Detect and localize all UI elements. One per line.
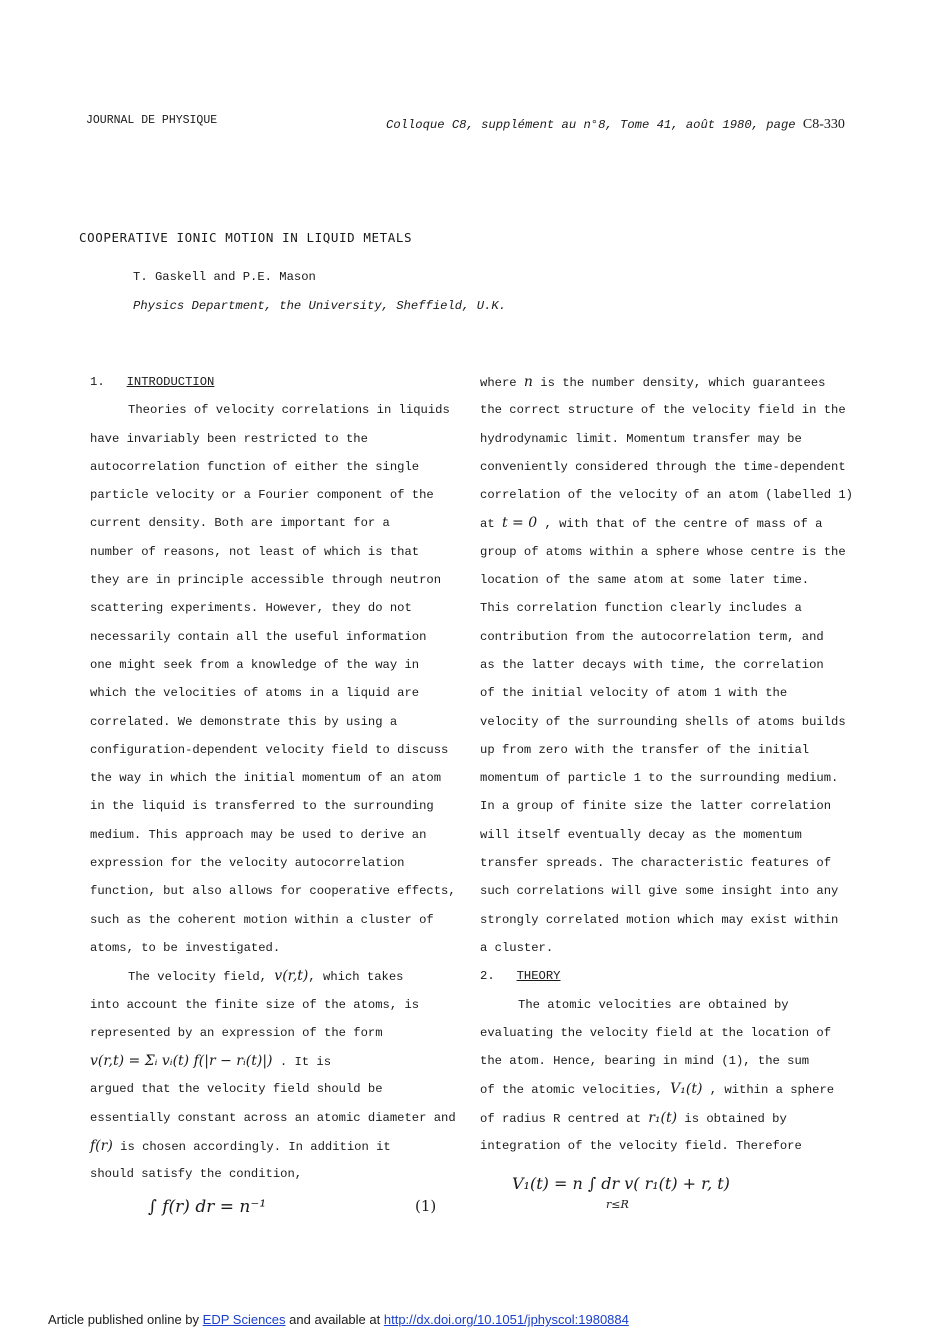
text-segment: of radius R centred at [480,1111,641,1126]
intro-line: correlated. We demonstrate this by using a [90,714,398,729]
equation-1-formula: ∫ f(r) dr = n⁻¹ [148,1196,267,1217]
body-line: such correlations will give some insight into any [480,884,839,899]
section-title: INTRODUCTION [126,375,215,389]
velocity-field-expression: v(r,t) = Σᵢ vᵢ(t) f(|r − rᵢ(t)|) [90,1053,273,1070]
body-line: In a group of finite size the latter correlation [480,799,832,814]
equation-2-formula: V₁(t) = n ∫ dr v( r₁(t) + r, t) [512,1174,730,1194]
intro-line: atoms, to be investigated. [90,940,281,955]
body-line: group of atoms within a sphere whose centre is the [480,544,846,559]
citation [386,117,845,133]
body-line: strongly correlated motion which may exist within [480,912,839,927]
intro-line: one might seek from a knowledge of the way in [90,657,420,672]
equation-2 [480,1160,845,1210]
publisher-link[interactable]: EDP Sciences [202,1312,286,1327]
intro-line: configuration-dependent velocity field to discuss [90,742,449,757]
intro-line: Theories of velocity correlations in liquids [128,403,450,418]
f-symbol: f(r) [90,1138,113,1155]
text-segment: , with that of the centre of mass of a [544,517,823,532]
body-line: hydrodynamic limit. Momentum transfer may be [480,431,802,446]
body-line: will itself eventually decay as the momentum [480,827,802,842]
intro-line: autocorrelation function of either the single [90,459,420,474]
intro-line: such as the coherent motion within a cluster of [90,912,434,927]
section-number: 1. [90,375,105,389]
journal-name: JOURNAL DE PHYSIQUE [86,114,218,127]
body-line: correlation of the velocity of an atom (labelled 1) [480,488,853,503]
expression-line [90,1047,455,1075]
equation-1-number: (1) [415,1196,437,1215]
intro-line: medium. This approach may be used to derive an [90,827,427,842]
body-line: contribution from the autocorrelation term, and [480,629,824,644]
section-number: 2. [480,969,495,984]
body-line: should satisfy the condition, [90,1167,303,1182]
right-column [480,368,853,1212]
text-segment: where [480,376,517,390]
equation-1 [90,1189,455,1229]
body-line: location of the same atom at some later time. [480,573,810,588]
body-line [90,1132,455,1160]
intro-line: the way in which the initial momentum of an atom [90,771,442,786]
affiliation: Physics Department, the University, Sheffield, U.K. [133,299,506,313]
intro-line: current density. Both are important for a [90,516,390,531]
text-segment: , within a sphere [709,1083,835,1098]
footer-prefix: Article published online by [48,1312,200,1327]
text-segment: , which takes [308,970,404,985]
body-line: velocity of the surrounding shells of atoms builds [480,714,846,729]
text-segment: is the number density, which guarantees [540,376,826,390]
r1-symbol: r₁(t) [648,1109,678,1126]
body-line: of the initial velocity of atom 1 with the [480,686,788,701]
body-line: conveniently considered through the time-dependent [480,459,846,474]
body-line: the correct structure of the velocity field in the [480,403,846,418]
text-segment: is obtained by [684,1111,787,1126]
intro-line: scattering experiments. However, they do not [90,601,412,616]
t-zero-symbol: t = 0 [501,515,538,532]
body-line: as the latter decays with time, the correlation [480,657,824,672]
body-line: This correlation function clearly includes a [480,601,802,616]
text-segment: at [480,517,495,532]
velocity-field-symbol: v(r,t) [274,968,309,985]
section-heading [480,962,845,990]
footer [48,1312,629,1327]
body-line: represented by an expression of the form [90,1025,383,1040]
intro-line: particle velocity or a Fourier component of the [90,488,434,503]
intro-line: which the velocities of atoms in a liquid are [90,686,420,701]
citation-text: Colloque C8, supplément au n°8, Tome 41, août 1980, page [386,118,796,132]
intro-line: number of reasons, not least of which is that [90,544,420,559]
text-segment: The velocity field, [128,970,267,985]
body-line: into account the finite size of the atoms, is [90,997,420,1012]
text-segment: . It is [279,1055,332,1070]
n-symbol: n [523,374,533,390]
body-line: up from zero with the transfer of the initial [480,742,810,757]
equation-2-limit: r≤R [606,1198,629,1212]
velocity-field-line [90,962,455,990]
intro-line: have invariably been restricted to the [90,431,368,446]
body-line: a cluster. [480,940,554,955]
left-column [90,368,455,1229]
footer-middle: and available at [289,1312,381,1327]
body-line [480,1104,845,1132]
body-line: essentially constant across an atomic diameter and [90,1110,456,1125]
body-line [480,368,845,396]
paper-title: COOPERATIVE IONIC MOTION IN LIQUID METALS [79,230,413,245]
intro-line: in the liquid is transferred to the surrounding [90,799,434,814]
body-line: evaluating the velocity field at the location of [480,1025,832,1040]
body-line: transfer spreads. The characteristic features of [480,856,832,871]
body-line [480,509,845,537]
body-line: the atom. Hence, bearing in mind (1), the sum [480,1054,810,1069]
intro-line: expression for the velocity autocorrelation [90,856,405,871]
V1-symbol: V₁(t) [670,1081,703,1098]
body-line: The atomic velocities are obtained by [518,997,789,1012]
authors: T. Gaskell and P.E. Mason [133,270,316,284]
section-title: THEORY [516,969,561,984]
body-line: integration of the velocity field. Therefore [480,1139,802,1154]
text-segment: of the atomic velocities, [480,1083,663,1098]
page-number: C8-330 [802,117,845,132]
intro-line: they are in principle accessible through neutron [90,573,442,588]
intro-line: function, but also allows for cooperative effects, [90,884,456,899]
doi-link[interactable]: http://dx.doi.org/10.1051/jphyscol:1980884 [383,1312,629,1327]
text-segment: is chosen accordingly. In addition it [120,1140,391,1155]
section-heading [90,368,455,396]
body-line [480,1075,845,1103]
intro-line: necessarily contain all the useful information [90,629,427,644]
body-line: argued that the velocity field should be [90,1082,383,1097]
body-line: momentum of particle 1 to the surrounding medium. [480,771,839,786]
